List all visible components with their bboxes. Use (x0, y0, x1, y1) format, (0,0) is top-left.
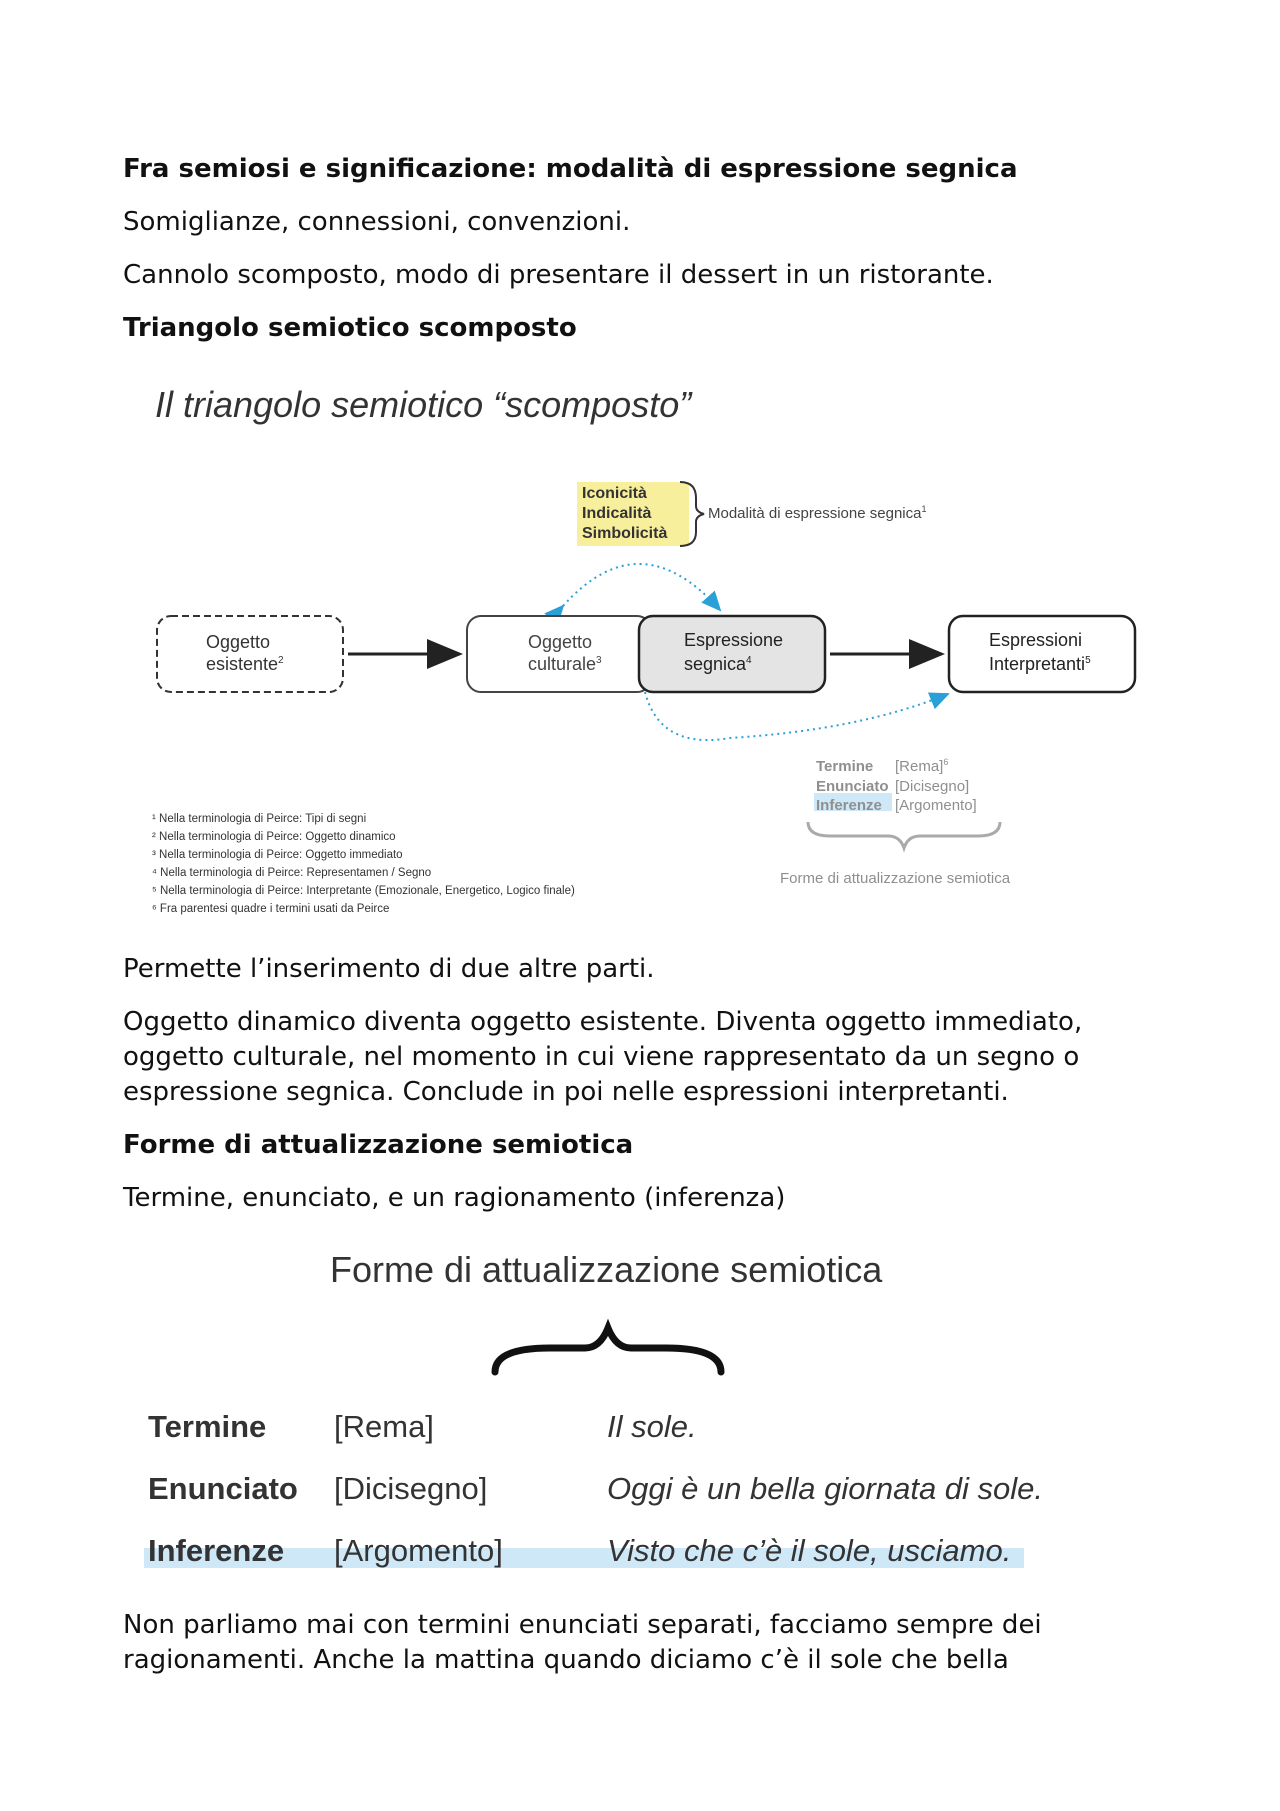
row2-peirce: [Dicisegno] (334, 1471, 488, 1506)
box1-line2: esistente (206, 654, 279, 674)
form-dicisegno: [Dicisegno] (895, 778, 970, 795)
forms-label: Forme di attualizzazione semiotica (780, 870, 1011, 887)
mode-simbolicita: Simbolicità (582, 525, 668, 542)
heading-semiosi: Fra semiosi e significazione: modalità di espressione segnica (123, 154, 1018, 184)
svg-text:Modalità di espressione segnic (708, 504, 926, 522)
box2-line1: Oggetto (528, 632, 593, 652)
row2-term: Enunciato (148, 1471, 298, 1506)
note-3: ³ Nella terminologia di Peirce: Oggetto immediato (152, 849, 403, 861)
paragraph-termine-enunciato: Termine, enunciato, e un ragionamento (inferenza) (123, 1183, 786, 1213)
note-1: ¹ Nella terminologia di Peirce: Tipi di segni (152, 813, 367, 825)
box3-sup: 4 (746, 655, 752, 666)
row3-term: Inferenze (148, 1533, 285, 1568)
paragraph-oggetto-dinamico: Oggetto dinamico diventa oggetto esistente. Diventa oggetto immediato, oggetto culturale, nel momento in cui viene rappresentato da un segno o espressione segnica. Conclude in poi nelle espressioni interpretanti. (123, 1007, 1083, 1107)
form-enunciato: Enunciato (816, 778, 889, 795)
form-rema-sup: 6 (943, 757, 949, 767)
box4-sup: 5 (1085, 655, 1091, 666)
mode-indicalita: Indicalità (582, 505, 652, 522)
form-rema: [Rema] (895, 758, 944, 775)
box4-line2: Interpretanti (989, 654, 1086, 674)
box3-line2: segnica (684, 654, 747, 674)
form-inferenze: Inferenze (816, 797, 882, 814)
heading-forme: Forme di attualizzazione semiotica (123, 1130, 634, 1160)
row1-example: Il sole. (607, 1409, 697, 1444)
svg-text:Interpretanti5 (989, 654, 1091, 674)
paragraph-permette: Permette l’inserimento di due altre parti. (123, 954, 655, 984)
box2-line2: culturale (528, 654, 597, 674)
forms-brace (808, 822, 1000, 848)
paragraph-somiglianze: Somiglianze, connessioni, convenzioni. (123, 207, 631, 237)
modes-label-sup: 1 (921, 504, 927, 514)
diagram-forme-attualizzazione (130, 1240, 1090, 1570)
form-termine: Termine (816, 758, 874, 775)
svg-text:[Rema]6 (895, 757, 948, 775)
box2-sup: 3 (596, 655, 602, 666)
figure1-title: Il triangolo semiotico “scomposto” (155, 384, 692, 425)
paragraph-cannolo: Cannolo scomposto, modo di presentare il dessert in un ristorante. (123, 260, 994, 290)
svg-text:segnica4 (684, 654, 752, 674)
svg-text:culturale3 (528, 654, 602, 674)
row3-example: Visto che c’è il sole, usciamo. (607, 1533, 1012, 1568)
paragraph-non-parliamo: Non parliamo mai con termini enunciati separati, facciamo sempre dei ragionamenti. Anche la mattina quando diciamo c’è il sole che bella (123, 1610, 1042, 1675)
box3-line1: Espressione (684, 630, 784, 650)
row2-example: Oggi è un bella giornata di sole. (607, 1471, 1044, 1506)
diagram-triangolo-scomposto (140, 370, 1160, 930)
figure2-title: Forme di attualizzazione semiotica (330, 1249, 883, 1290)
dotted-arc-top (563, 564, 720, 610)
box1-line1: Oggetto (206, 632, 271, 652)
modes-label: Modalità di espressione segnica (708, 505, 922, 522)
note-6: ⁶ Fra parentesi quadre i termini usati da Peirce (152, 903, 390, 915)
svg-text:esistente2 (206, 654, 284, 674)
figure2-brace (495, 1328, 721, 1372)
note-4: ⁴ Nella terminologia di Peirce: Representamen / Segno (152, 867, 432, 879)
row1-peirce: [Rema] (334, 1409, 434, 1444)
form-argomento: [Argomento] (895, 797, 977, 814)
box1-sup: 2 (278, 655, 284, 666)
row3-peirce: [Argomento] (334, 1533, 503, 1568)
box4-line1: Espressioni (989, 630, 1083, 650)
heading-triangolo: Triangolo semiotico scomposto (123, 313, 577, 343)
row1-term: Termine (148, 1409, 267, 1444)
note-2: ² Nella terminologia di Peirce: Oggetto dinamico (152, 831, 396, 843)
note-5: ⁵ Nella terminologia di Peirce: Interpretante (Emozionale, Energetico, Logico finale) (152, 885, 575, 897)
dotted-arc-bottom (645, 692, 948, 740)
mode-iconicita: Iconicità (582, 485, 647, 502)
